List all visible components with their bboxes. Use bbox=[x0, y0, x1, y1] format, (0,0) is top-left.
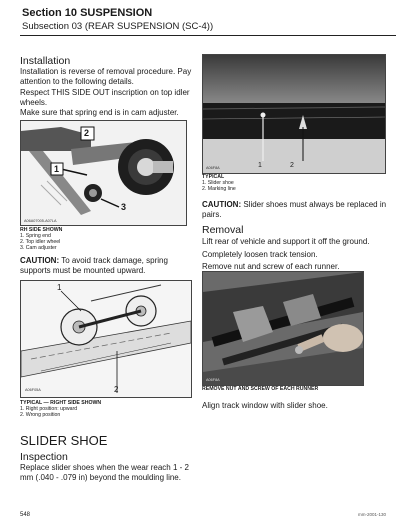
document-code: mm-2001-130 bbox=[358, 512, 387, 517]
caution-label: CAUTION: bbox=[202, 200, 242, 209]
figure1-callout-1: 1 bbox=[54, 164, 60, 174]
figure2-caption-item: 1. Right position: upward bbox=[20, 406, 78, 412]
figure3-caption bbox=[202, 174, 384, 192]
figure1-caption-item: 2. Top idler wheel bbox=[20, 239, 61, 245]
installation-p1: Installation is reverse of removal procedure. Pay attention to the following details. bbox=[20, 67, 192, 86]
figure2-callout-1: 1 bbox=[57, 283, 62, 292]
caution-text: Slider shoes must always be replaced in pairs. bbox=[202, 200, 387, 219]
slider-shoe-heading: SLIDER SHOE bbox=[20, 433, 108, 448]
removal-p1: Lift rear of vehicle and support it off the ground. bbox=[202, 237, 370, 246]
figure3-caption-title: TYPICAL bbox=[202, 174, 225, 180]
figure2-caption-item: 2. Wrong position bbox=[20, 412, 61, 418]
header-rule bbox=[20, 35, 396, 36]
figure4-drawing bbox=[203, 272, 363, 385]
inspection-heading: Inspection bbox=[20, 451, 68, 463]
caution-text: To avoid track damage, spring supports must be mounted upward. bbox=[20, 256, 168, 275]
installation-heading: Installation bbox=[20, 55, 71, 67]
figure2-drawing bbox=[21, 281, 191, 397]
figure-slider-shoe-photo bbox=[202, 54, 386, 174]
caution-label: CAUTION: bbox=[20, 256, 60, 265]
figure-remove-nut-photo bbox=[202, 271, 364, 386]
figure3-drawing bbox=[203, 55, 385, 173]
align-text: Align track window with slider shoe. bbox=[202, 401, 328, 410]
figure2-code: A06F05A bbox=[25, 388, 41, 392]
figure4-caption: REMOVE NUT AND SCREW OF EACH RUNNER bbox=[202, 386, 319, 392]
figure1-callout-3: 3 bbox=[121, 202, 127, 212]
caution-spring-supports bbox=[20, 256, 192, 276]
figure3-callout-2: 2 bbox=[290, 162, 294, 169]
installation-p3: Make sure that spring end is in cam adjuster. bbox=[20, 108, 179, 117]
figure4-code: A06F8A bbox=[206, 378, 220, 382]
figure1-caption-title: RH SIDE SHOWN bbox=[20, 227, 63, 233]
section-title: Section 10 SUSPENSION bbox=[22, 7, 153, 19]
figure2-caption-title: TYPICAL — RIGHT SIDE SHOWN bbox=[20, 400, 102, 406]
figure2-callout-2: 2 bbox=[114, 385, 119, 394]
removal-heading: Removal bbox=[202, 224, 244, 236]
figure1-caption-item: 3. Cam adjuster bbox=[20, 245, 57, 251]
figure1-caption bbox=[20, 227, 190, 251]
figure3-code: A06F8A bbox=[206, 166, 220, 170]
inspection-text: Replace slider shoes when the wear reach 1 - 2 mm (.040 - .079 in) beyond the moulding line. bbox=[20, 463, 189, 482]
subsection-title: Subsection 03 (REAR SUSPENSION (SC-4)) bbox=[22, 21, 214, 32]
figure1-code: A06A07005-A07LA bbox=[24, 219, 57, 223]
figure3-callout-1: 1 bbox=[258, 162, 262, 169]
figure2-caption bbox=[20, 400, 192, 418]
removal-p3: Remove nut and screw of each runner. bbox=[202, 262, 340, 271]
figure1-callout-2: 2 bbox=[84, 128, 90, 138]
page-number: 548 bbox=[20, 512, 31, 518]
figure3-caption-item: 2. Marking line bbox=[202, 186, 236, 192]
caution-replace-pairs bbox=[202, 200, 388, 220]
installation-p2: Respect THIS SIDE OUT inscription on top idler wheels. bbox=[20, 88, 190, 107]
figure1-caption-item: 1. Spring end bbox=[20, 233, 51, 239]
figure3-caption-item: 1. Slider shoe bbox=[202, 180, 234, 186]
figure-spring-support-position bbox=[20, 280, 192, 398]
removal-p2: Completely loosen track tension. bbox=[202, 250, 318, 259]
figure-rear-suspension-rh bbox=[20, 120, 187, 226]
figure1-drawing bbox=[21, 121, 186, 225]
